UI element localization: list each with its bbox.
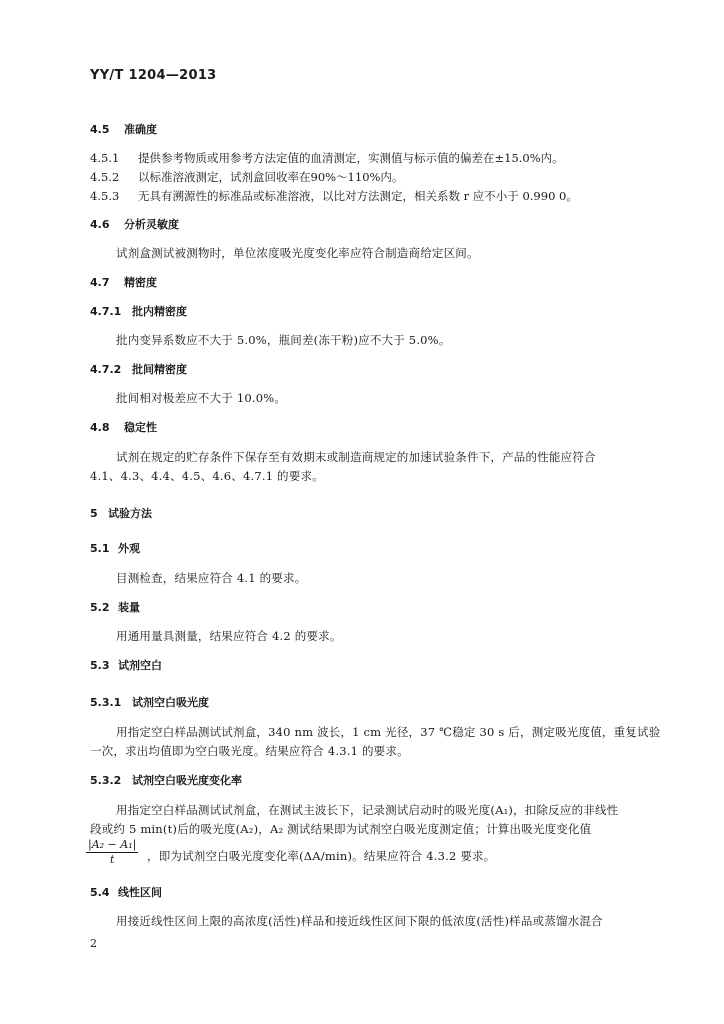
section-title: 装量	[118, 601, 140, 614]
item-number: 4.5.2	[90, 170, 120, 184]
paragraph-4-8-line-1: 试剂在规定的贮存条件下保存至有效期末或制造商规定的加速试验条件下，产品的性能应符合	[116, 450, 596, 464]
paragraph-5-2: 用通用量具测量，结果应符合 4.2 的要求。	[116, 629, 342, 643]
section-title: 精密度	[124, 276, 157, 289]
heading-4-7	[90, 274, 157, 290]
section-title: 试剂空白吸光度	[132, 696, 209, 709]
section-title: 分析灵敏度	[124, 218, 179, 231]
item-4-5-2	[90, 169, 403, 185]
item-number: 4.5.3	[90, 189, 120, 203]
section-number: 5.2	[90, 601, 110, 614]
paragraph-4-7-2: 批间相对极差应不大于 10.0%。	[116, 391, 287, 405]
heading-4-7-2	[90, 361, 187, 377]
section-title: 外观	[118, 542, 140, 555]
heading-4-8	[90, 419, 157, 435]
section-number: 5.3.1	[90, 696, 122, 709]
item-text: 提供参考物质或用参考方法定值的血清测定，实测值与标示值的偏差在±15.0%内。	[138, 151, 564, 165]
section-number: 4.6	[90, 218, 110, 231]
heading-5-3-2	[90, 772, 242, 788]
paragraph-5-3-2-line-1: 用指定空白样品测试试剂盒，在测试主波长下，记录测试启动时的吸光度(A₁)，扣除反应的非线性	[116, 803, 619, 817]
item-4-5-1	[90, 150, 564, 166]
paragraph-5-3-2-line-3: ，即为试剂空白吸光度变化率(ΔA/min)。结果应符合 4.3.2 要求。	[147, 849, 496, 863]
heading-4-5	[90, 121, 157, 137]
section-title: 准确度	[124, 123, 157, 136]
paragraph-4-7-1: 批内变异系数应不大于 5.0%，瓶间差(冻干粉)应不大于 5.0%。	[116, 333, 451, 347]
section-number: 5.4	[90, 886, 110, 899]
section-title: 试剂空白吸光度变化率	[132, 774, 242, 787]
paragraph-5-3-1-line-1: 用指定空白样品测试试剂盒，340 nm 波长，1 cm 光径，37 ℃稳定 30 s 后，测定吸光度值，重复试验	[116, 725, 661, 739]
formula-fraction	[86, 838, 138, 866]
section-number: 4.7	[90, 276, 110, 289]
section-number: 5.3	[90, 659, 110, 672]
item-4-5-3	[90, 188, 578, 204]
document-id: YY/T 1204—2013	[90, 68, 217, 83]
section-number: 5.1	[90, 542, 110, 555]
item-text: 以标准溶液测定，试剂盒回收率在90%～110%内。	[138, 170, 404, 184]
heading-4-6	[90, 216, 179, 232]
heading-5-1	[90, 540, 140, 556]
section-title: 试验方法	[108, 507, 152, 520]
section-title: 稳定性	[124, 421, 157, 434]
section-number: 4.8	[90, 421, 110, 434]
section-number: 4.7.1	[90, 305, 122, 318]
section-number: 4.5	[90, 123, 110, 136]
section-title: 线性区间	[118, 886, 162, 899]
section-title: 批间精密度	[132, 363, 187, 376]
heading-5-2	[90, 599, 140, 615]
heading-5-4	[90, 884, 162, 900]
section-number: 5	[90, 507, 98, 520]
paragraph-4-8-line-2: 4.1、4.3、4.4、4.5、4.6、4.7.1 的要求。	[90, 469, 324, 483]
heading-5-3	[90, 657, 162, 673]
heading-5	[90, 505, 152, 521]
paragraph-5-3-1-line-2: 一次，求出均值即为空白吸光度。结果应符合 4.3.1 的要求。	[90, 744, 409, 758]
item-number: 4.5.1	[90, 151, 120, 165]
paragraph-5-4-line-1: 用接近线性区间上限的高浓度(活性)样品和接近线性区间下限的低浓度(活性)样品或蒸馏水混合	[116, 914, 603, 928]
paragraph-5-3-2-line-2: 段或约 5 min(t)后的吸光度(A₂)，A₂ 测试结果即为试剂空白吸光度测定值；计算出吸光度变化值	[90, 822, 592, 836]
item-text: 无具有溯源性的标准品或标准溶液，以比对方法测定，相关系数 r 应不小于 0.990 0。	[138, 189, 578, 203]
paragraph-4-6: 试剂盒测试被测物时，单位浓度吸光度变化率应符合制造商给定区间。	[116, 246, 479, 260]
heading-4-7-1	[90, 303, 187, 319]
section-title: 批内精密度	[132, 305, 187, 318]
heading-5-3-1	[90, 694, 209, 710]
formula-denominator: t	[109, 853, 115, 866]
page-number: 2	[90, 937, 97, 950]
section-title: 试剂空白	[118, 659, 162, 672]
paragraph-5-1: 目测检查，结果应符合 4.1 的要求。	[116, 571, 307, 585]
section-number: 5.3.2	[90, 774, 122, 787]
section-number: 4.7.2	[90, 363, 122, 376]
formula-numerator: |A₂ − A₁|	[88, 838, 137, 851]
